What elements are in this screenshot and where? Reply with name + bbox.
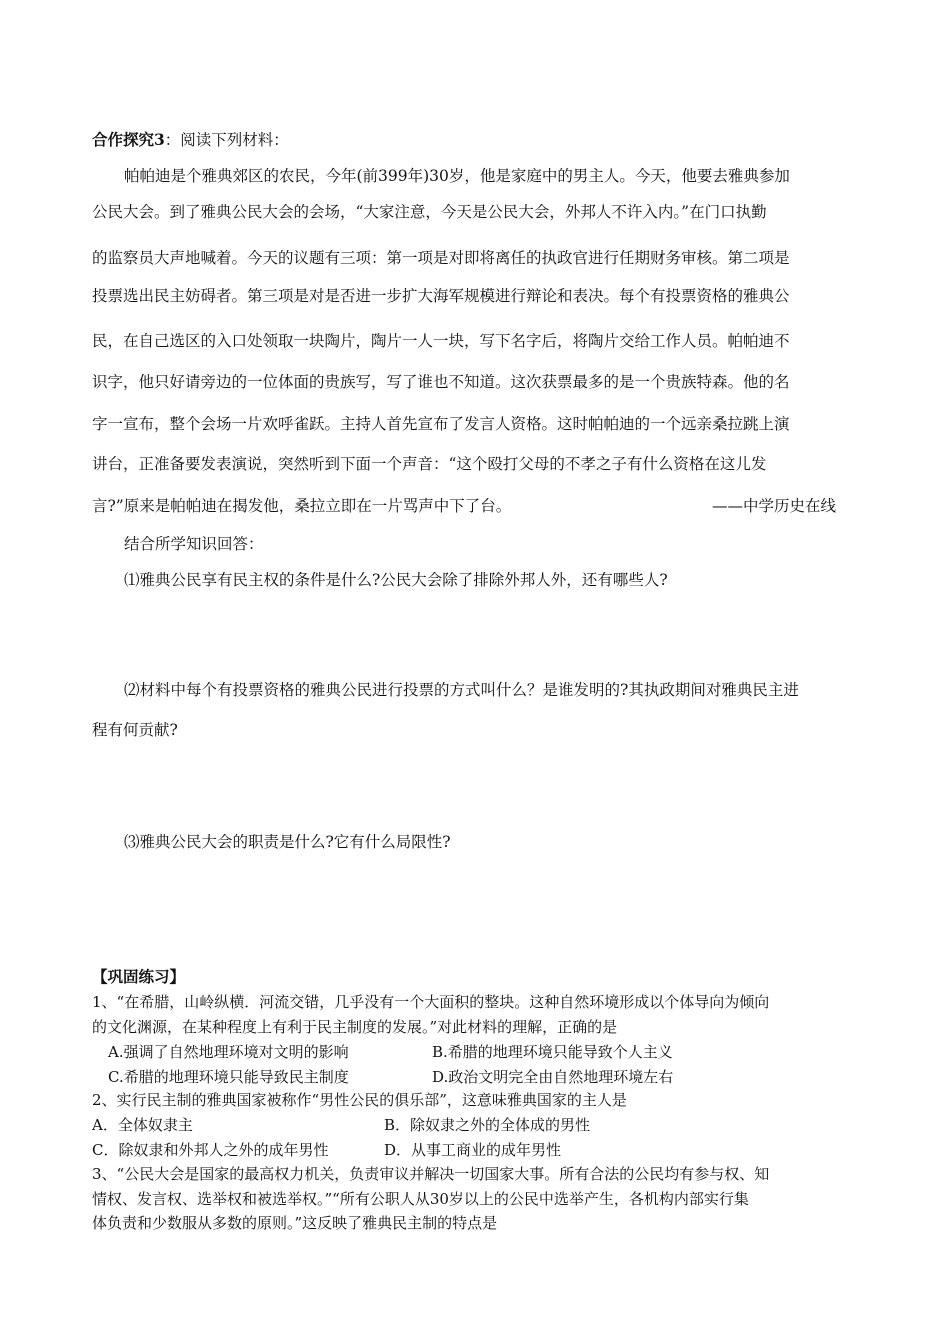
material-line: 投票选出民主妨碍者。第三项是对是否进一步扩大海军规模进行辩论和表决。每个有投票资格的雅典公 xyxy=(92,287,790,305)
section-heading-instruction: ：阅读下列材料： xyxy=(164,131,289,149)
question-3: ⑶雅典公民大会的职责是什么?它有什么局限性? xyxy=(124,833,451,851)
option-a: A．全体奴隶主 xyxy=(92,1116,193,1134)
option-a: A.强调了自然地理环境对文明的影响 xyxy=(108,1043,349,1061)
material-line: 识字，他只好请旁边的一位体面的贵族写，写了谁也不知道。这次获票最多的是一个贵族特森。他的名 xyxy=(92,373,790,391)
practice-question-3: 3、“公民大会是国家的最高权力机关，负责审议并解决一切国家大事。所有合法的公民均有参与权、知 xyxy=(92,1165,770,1183)
practice-question-1: 1、“在希腊，山岭纵横．河流交错，几乎没有一个大面积的整块。这种自然环境形成以个体导向为倾向 xyxy=(92,993,770,1011)
option-b: B.希腊的地理环境只能导致个人主义 xyxy=(432,1043,673,1061)
practice-heading: 【巩固练习】 xyxy=(92,967,186,986)
material-source: ——中学历史在线 xyxy=(712,497,837,515)
option-b: B．除奴隶之外的全体成的男性 xyxy=(384,1116,591,1134)
material-line: 民，在自己选区的入口处领取一块陶片，陶片一人一块，写下名字后，将陶片交给工作人员。帕帕迪不 xyxy=(92,332,790,350)
option-c: C.希腊的地理环境只能导致民主制度 xyxy=(108,1068,349,1086)
practice-question-3-continued: 情权、发言权、选举权和被选举权。”“所有公职人从30岁以上的公民中选举产生，各机构内部实行集 xyxy=(92,1190,749,1208)
material-line: 讲台，正准备要发表演说，突然听到下面一个声音：“这个殴打父母的不孝之子有什么资格在这儿发 xyxy=(92,455,767,473)
practice-question-1-continued: 的文化渊源，在某种程度上有利于民主制度的发展。”对此材料的理解，正确的是 xyxy=(92,1018,618,1036)
question-2-continued: 程有何贡献? xyxy=(92,721,178,739)
section-heading-label: 合作探究3 xyxy=(92,130,165,149)
option-d: D．从事工商业的成年男性 xyxy=(384,1141,562,1159)
material-line: 字一宣布，整个会场一片欢呼雀跃。主持人首先宣布了发言人资格。这时帕帕迪的一个远亲桑拉跳上演 xyxy=(92,415,790,433)
material-line: 言?”原来是帕帕迪在揭发他，桑拉立即在一片骂声中下了台。 xyxy=(92,497,512,515)
option-c: C．除奴隶和外邦人之外的成年男性 xyxy=(92,1141,329,1159)
question-1: ⑴雅典公民享有民主权的条件是什么?公民大会除了排除外邦人外，还有哪些人? xyxy=(124,571,668,589)
practice-question-3-continued: 体负责和少数服从多数的原则。”这反映了雅典民主制的特点是 xyxy=(92,1214,498,1232)
material-line: 的监察员大声地喊着。今天的议题有三项：第一项是对即将离任的执政官进行任期财务审核。第二项是 xyxy=(92,249,790,267)
practice-question-2: 2、实行民主制的雅典国家被称作“男性公民的俱乐部”，这意味雅典国家的主人是 xyxy=(92,1091,627,1109)
answer-prompt: 结合所学知识回答： xyxy=(124,535,264,553)
question-2: ⑵材料中每个有投票资格的雅典公民进行投票的方式叫什么？是谁发明的?其执政期间对雅典民主进 xyxy=(124,681,799,699)
option-d: D.政治文明完全由自然地理环境左右 xyxy=(432,1068,674,1086)
material-line: 公民大会。到了雅典公民大会的会场，“大家注意，今天是公民大会，外邦人不许入内。”在门口执勤 xyxy=(92,203,767,221)
material-line: 帕帕迪是个雅典郊区的农民，今年(前399年)30岁，他是家庭中的男主人。今天，他要去雅典参加 xyxy=(124,167,790,185)
section-heading xyxy=(92,128,289,150)
